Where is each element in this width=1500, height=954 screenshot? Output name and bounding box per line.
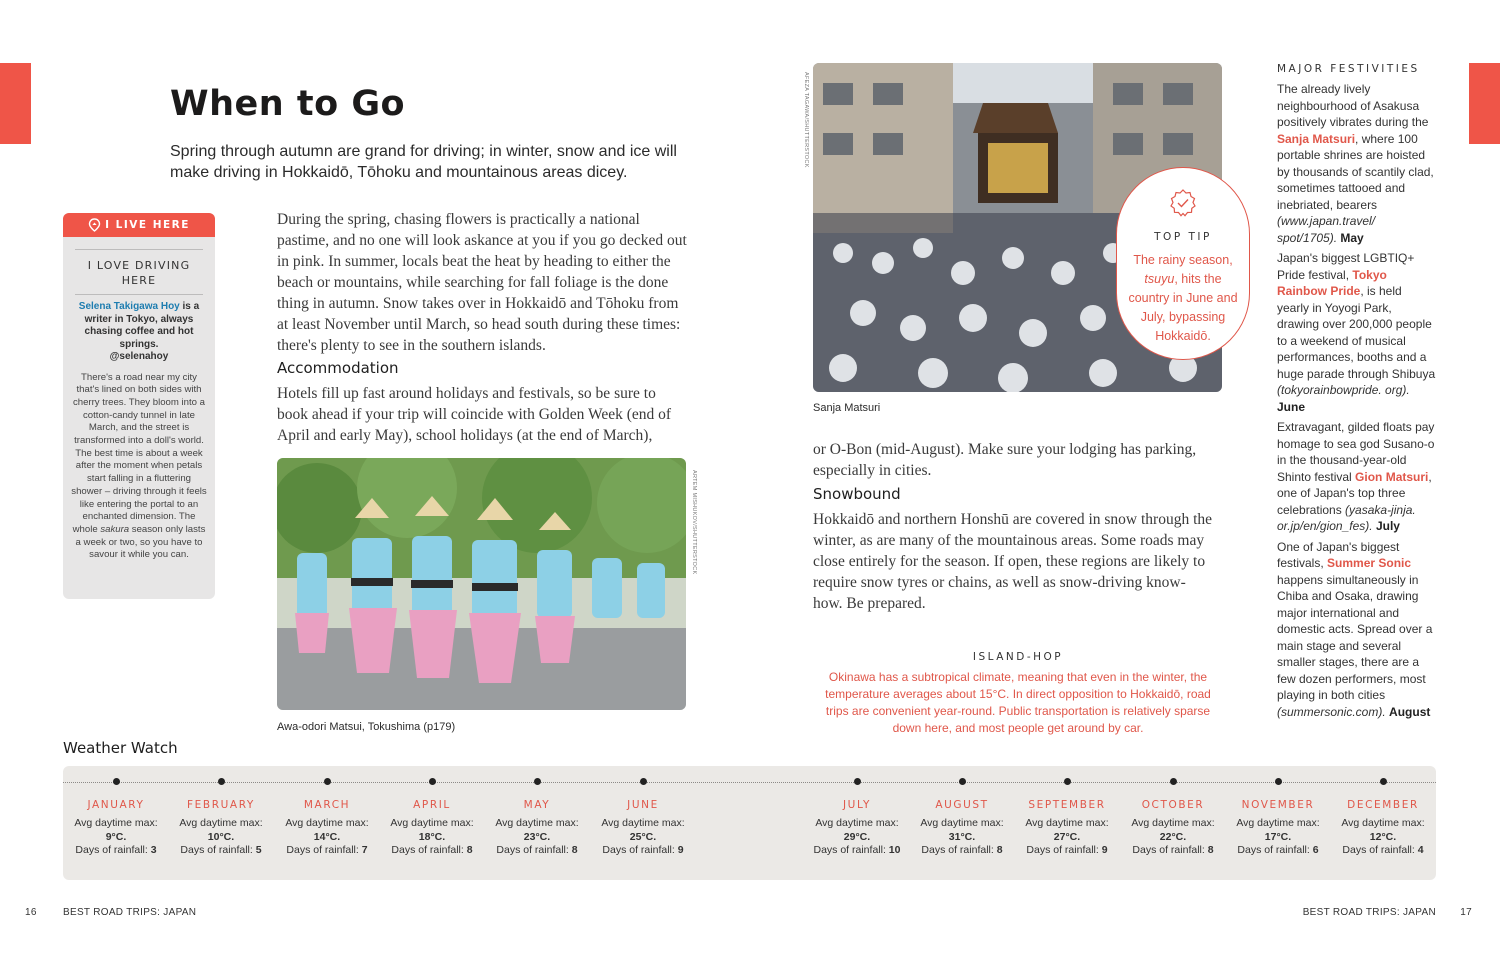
avg-max xyxy=(1328,817,1438,844)
weather-watch-panel xyxy=(63,766,1436,880)
rainfall-value: 6 xyxy=(1312,844,1319,856)
timeline-dot xyxy=(1064,778,1071,785)
weather-month xyxy=(1012,778,1122,858)
chapter-tab-left xyxy=(0,63,31,144)
author-handle: @selenahoy xyxy=(109,351,169,362)
avg-max xyxy=(1223,817,1333,844)
avg-max-label: Avg daytime max: xyxy=(390,817,474,829)
avg-max xyxy=(482,817,592,844)
festival-item xyxy=(1277,250,1437,415)
avg-max-value: 12°C. xyxy=(1369,830,1397,843)
right-running-title: BEST ROAD TRIPS: JAPAN xyxy=(1302,907,1436,918)
festival-month: July xyxy=(1375,519,1400,533)
avg-max xyxy=(166,817,276,844)
festival-month: August xyxy=(1389,704,1431,719)
month-name: JUNE xyxy=(627,799,659,811)
i-live-here-sidebar xyxy=(63,213,215,599)
sidebar-body-part2: season only lasts a week or two, so you have to savour it while you can. xyxy=(75,523,206,561)
page-title: When to Go xyxy=(170,84,406,124)
festival-url: (www.japan.travel/ spot/1705). xyxy=(1277,214,1376,245)
avg-max xyxy=(272,817,382,844)
avg-max-value: 31°C. xyxy=(948,830,976,843)
author-description: is a writer in Tokyo, always chasing coffee and hot springs. xyxy=(84,301,200,350)
weather-month xyxy=(166,778,276,858)
rainfall xyxy=(588,844,698,858)
weather-month xyxy=(1223,778,1333,858)
festival-url: (summersonic.com). xyxy=(1277,704,1386,719)
sanja-matsuri-credit: AFEZA TAGAWA/SHUTTERSTOCK xyxy=(803,72,809,168)
festival-name: Sanja Matsuri xyxy=(1277,131,1356,146)
avg-max-value: 9°C. xyxy=(105,830,127,843)
festival-intro: Japan's biggest LGBTIQ+ Pride festival, xyxy=(1277,251,1415,282)
sidebar-body xyxy=(71,372,207,563)
festival-item xyxy=(1277,419,1437,535)
rainfall-label: Days of rainfall: xyxy=(1026,844,1099,856)
avg-max-value: 22°C. xyxy=(1159,830,1187,843)
top-tip-text-part1: The rainy season, xyxy=(1133,253,1233,267)
festival-url: (yasaka-jinja. or.jp/en/gion_fes). xyxy=(1277,502,1416,533)
avg-max xyxy=(61,817,171,844)
timeline-dot xyxy=(640,778,647,785)
rainfall xyxy=(166,844,276,858)
timeline-dot xyxy=(534,778,541,785)
avg-max-label: Avg daytime max: xyxy=(601,817,685,829)
rainfall xyxy=(907,844,1017,858)
rainfall-value: 4 xyxy=(1417,844,1424,856)
rainfall-label: Days of rainfall: xyxy=(391,844,464,856)
left-running-title: BEST ROAD TRIPS: JAPAN xyxy=(63,907,197,918)
festival-description: , is held yearly in Yoyogi Park, drawing over 200,000 people to a weekend of musical performances, booths and a huge parade through Shibuya xyxy=(1277,284,1436,381)
timeline-dot xyxy=(324,778,331,785)
weather-month xyxy=(61,778,171,858)
awa-odori-photo xyxy=(277,458,686,710)
rainfall-label: Days of rainfall: xyxy=(180,844,253,856)
month-name: JULY xyxy=(842,799,872,811)
avg-max-label: Avg daytime max: xyxy=(74,817,158,829)
avg-max-label: Avg daytime max: xyxy=(1236,817,1320,829)
rainfall-value: 8 xyxy=(1207,844,1214,856)
rainfall-label: Days of rainfall: xyxy=(813,844,886,856)
avg-max-label: Avg daytime max: xyxy=(1131,817,1215,829)
festival-description: happens simultaneously in Chiba and Osaka, drawing major international and domestic acts. Spread over a main stage and several smaller stages, there are a few dozen performers, most playing in both cities xyxy=(1277,572,1433,702)
timeline-dot xyxy=(959,778,966,785)
festival-item xyxy=(1277,81,1437,246)
timeline-dot xyxy=(429,778,436,785)
sidebar-header xyxy=(63,213,215,237)
weather-month xyxy=(482,778,592,858)
festival-name: Tokyo Rainbow Pride xyxy=(1277,267,1387,298)
month-name: DECEMBER xyxy=(1347,799,1419,811)
avg-max xyxy=(588,817,698,844)
month-name: OCTOBER xyxy=(1141,799,1205,811)
weather-month xyxy=(377,778,487,858)
avg-max-value: 10°C. xyxy=(207,830,235,843)
sidebar-body-part1: There's a road near my city that's lined on both sides with cherry trees. They bloom into a cotton-candy tunnel in late March, and the street is transformed into a doll's world. The best time is about a week after the moment when petals start falling in a fluttering shower – driving through it feels like entering the portal to an enchanted dimension. The whole xyxy=(71,371,207,535)
festivities-list xyxy=(1277,81,1437,724)
badge-check-icon xyxy=(1168,188,1198,218)
rainfall-label: Days of rainfall: xyxy=(921,844,994,856)
timeline-dot xyxy=(1275,778,1282,785)
avg-max xyxy=(907,817,1017,844)
sidebar-body-emphasis: sakura xyxy=(100,523,130,535)
avg-max-value: 29°C. xyxy=(843,830,871,843)
chapter-tab-right xyxy=(1469,63,1500,144)
avg-max-label: Avg daytime max: xyxy=(1025,817,1109,829)
avg-max-label: Avg daytime max: xyxy=(1341,817,1425,829)
festival-url: (tokyorainbowpride. org). xyxy=(1277,383,1410,397)
awa-odori-illustration xyxy=(277,458,686,710)
rainfall-label: Days of rainfall: xyxy=(1237,844,1310,856)
month-name: SEPTEMBER xyxy=(1028,799,1106,811)
awa-odori-credit: ARTEM MISHUKOV/SHUTTERSTOCK xyxy=(691,470,697,575)
rainfall xyxy=(482,844,592,858)
rainfall xyxy=(802,844,912,858)
rainfall-value: 8 xyxy=(571,844,578,856)
weather-month xyxy=(1328,778,1438,858)
avg-max-label: Avg daytime max: xyxy=(285,817,369,829)
month-name: FEBRUARY xyxy=(187,799,255,811)
festival-month: June xyxy=(1277,399,1306,414)
festival-name: Gion Matsuri xyxy=(1355,469,1429,484)
avg-max-label: Avg daytime max: xyxy=(179,817,263,829)
rainfall-label: Days of rainfall: xyxy=(286,844,359,856)
rainfall xyxy=(1118,844,1228,858)
rainfall xyxy=(1012,844,1122,858)
top-tip-text xyxy=(1125,251,1241,346)
avg-max-label: Avg daytime max: xyxy=(815,817,899,829)
festival-description: , where 100 portable shrines are hoisted by thousands of scantily clad, sometimes tattooed and inebriated, bearers xyxy=(1277,131,1434,212)
avg-max-value: 23°C. xyxy=(523,830,551,843)
avg-max-value: 18°C. xyxy=(418,830,446,843)
rainfall-value: 8 xyxy=(466,844,473,856)
festival-name: Summer Sonic xyxy=(1327,556,1412,570)
rainfall-value: 9 xyxy=(677,844,684,856)
rainfall-label: Days of rainfall: xyxy=(496,844,569,856)
avg-max-value: 27°C. xyxy=(1053,830,1081,843)
rainfall xyxy=(61,844,171,858)
rainfall-label: Days of rainfall: xyxy=(75,844,148,856)
festivities-label: MAJOR FESTIVITIES xyxy=(1277,63,1420,75)
avg-max-value: 25°C. xyxy=(629,830,657,843)
month-name: JANUARY xyxy=(87,799,145,811)
weather-watch-title: Weather Watch xyxy=(63,739,178,757)
rainfall-label: Days of rainfall: xyxy=(602,844,675,856)
snowbound-paragraph: Hokkaidō and northern Honshū are covered in snow through the winter, as are many of the mountainous areas. Some roads may close entirely for the season. If open, these regions are likely to require snow tyres or chains, as well as snow-driving know-how. Be prepared. xyxy=(813,511,1213,612)
island-hop-label: ISLAND-HOP xyxy=(972,651,1064,663)
spring-paragraph: During the spring, chasing flowers is practically a national pastime, and no one will look askance at you if you go decked out in pink. In summer, locals beat the heat by heading to either the beach or mountains, while searching for fall foliage is the done thing in autumn. Snow takes over in Hokkaidō and Tōhoku from at least November until March, so head south during these times: there's plenty to see in the southern islands. xyxy=(277,211,687,354)
rainfall-value: 5 xyxy=(255,844,262,856)
rainfall-value: 7 xyxy=(361,844,368,856)
month-name: MARCH xyxy=(303,799,351,811)
month-name: NOVEMBER xyxy=(1241,799,1315,811)
timeline-dot xyxy=(1170,778,1177,785)
avg-max xyxy=(802,817,912,844)
rainfall-label: Days of rainfall: xyxy=(1342,844,1415,856)
rainfall-value: 9 xyxy=(1101,844,1108,856)
rainfall-value: 10 xyxy=(888,844,901,856)
avg-max-value: 17°C. xyxy=(1264,830,1292,843)
festival-month: May xyxy=(1340,230,1364,245)
festival-intro: Extravagant, gilded floats pay homage to sea god Susano-o in the thousand-year-old Shinto festival xyxy=(1277,420,1435,484)
timeline-dot xyxy=(113,778,120,785)
right-page-number: 17 xyxy=(1460,907,1472,918)
snowbound-heading: Snowbound xyxy=(813,485,901,503)
festival-description: , one of Japan's top three celebrations xyxy=(1277,469,1432,517)
weather-month xyxy=(1118,778,1228,858)
island-hop-text: Okinawa has a subtropical climate, meaning that even in the winter, the temperature averages about 15°C. In direct opposition to Hokkaidō, road trips are convenient year-round. Public transportation is relatively sparse down here, and most people get around by car. xyxy=(825,670,1211,735)
rainfall xyxy=(377,844,487,858)
rainfall-value: 3 xyxy=(150,844,157,856)
month-name: MAY xyxy=(523,799,551,811)
accommodation-heading: Accommodation xyxy=(277,359,399,377)
weather-month xyxy=(272,778,382,858)
weather-month xyxy=(802,778,912,858)
avg-max xyxy=(377,817,487,844)
month-name: AUGUST xyxy=(935,799,989,811)
avg-max-label: Avg daytime max: xyxy=(495,817,579,829)
festival-item xyxy=(1277,539,1437,721)
top-tip-label: TOP TIP xyxy=(1154,231,1212,243)
timeline-dot xyxy=(854,778,861,785)
rainfall xyxy=(1223,844,1333,858)
author-name: Selena Takigawa Hoy xyxy=(78,301,180,312)
rainfall-label: Days of rainfall: xyxy=(1132,844,1205,856)
sidebar-author xyxy=(75,301,203,364)
top-tip-text-emphasis: tsuyu xyxy=(1144,272,1175,286)
avg-max-value: 14°C. xyxy=(313,830,341,843)
timeline-dot xyxy=(218,778,225,785)
weather-month xyxy=(907,778,1017,858)
intro-text: Spring through autumn are grand for driving; in winter, snow and ice will make driving in Hokkaidō, Tōhoku and mountainous areas dicey. xyxy=(170,143,677,181)
rainfall xyxy=(1328,844,1438,858)
location-pin-icon xyxy=(88,218,101,232)
obon-paragraph: or O-Bon (mid-August). Make sure your lodging has parking, especially in cities. xyxy=(813,441,1197,479)
festival-intro: The already lively neighbourhood of Asakusa positively vibrates during the xyxy=(1277,82,1429,129)
sidebar-title: I LOVE DRIVING HERE xyxy=(75,249,203,295)
rainfall-value: 8 xyxy=(996,844,1003,856)
timeline-dot xyxy=(1380,778,1387,785)
top-tip-text-part2: , hits the country in June and July, bypassing Hokkaidō. xyxy=(1128,272,1238,343)
avg-max xyxy=(1012,817,1122,844)
awa-odori-caption: Awa-odori Matsui, Tokushima (p179) xyxy=(277,721,456,733)
avg-max-label: Avg daytime max: xyxy=(920,817,1004,829)
rainfall xyxy=(272,844,382,858)
sidebar-header-label: I LIVE HERE xyxy=(105,219,190,231)
festival-intro: One of Japan's biggest festivals, xyxy=(1277,539,1400,570)
left-page-number: 16 xyxy=(25,907,37,918)
top-tip-callout xyxy=(1116,167,1250,360)
avg-max xyxy=(1118,817,1228,844)
sanja-matsuri-caption: Sanja Matsuri xyxy=(813,402,881,414)
accommodation-paragraph: Hotels fill up fast around holidays and festivals, so be sure to book ahead if your trip will coincide with Golden Week (end of April and early May), school holidays (at the end of March), xyxy=(277,385,672,444)
weather-month xyxy=(588,778,698,858)
month-name: APRIL xyxy=(413,799,451,811)
